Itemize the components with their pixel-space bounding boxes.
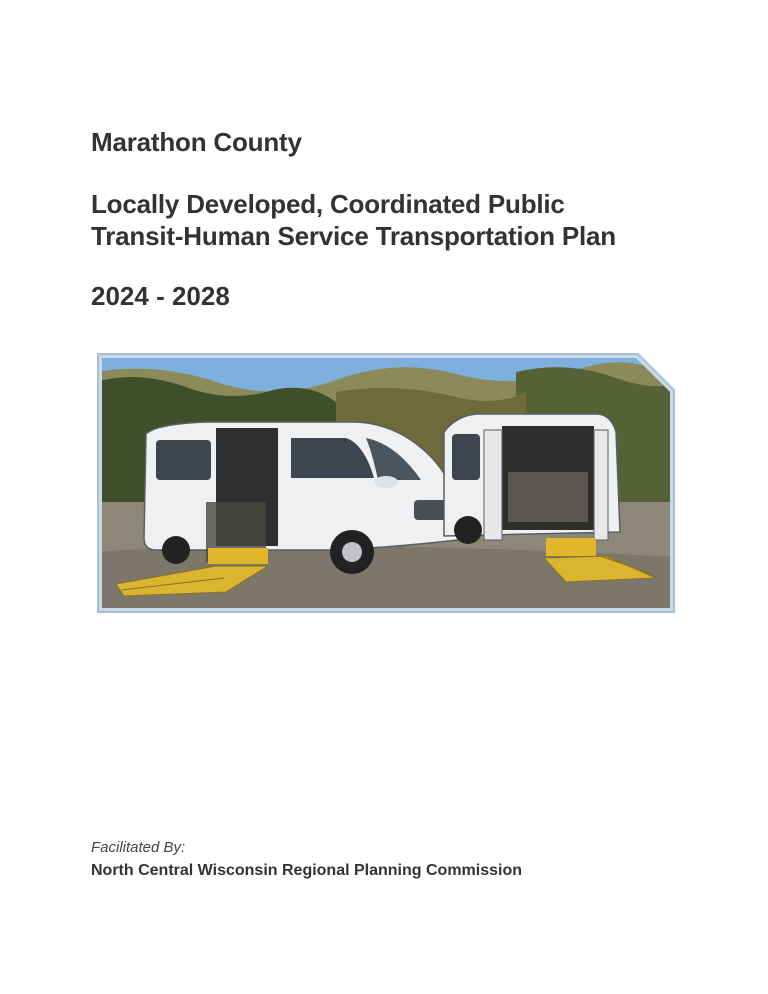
facilitating-organization: North Central Wisconsin Regional Planning Commission xyxy=(91,862,523,879)
facilitated-by-label: Facilitated By: xyxy=(91,839,186,856)
county-title: Marathon County xyxy=(91,127,302,157)
title-block xyxy=(91,126,616,312)
vans-illustration xyxy=(96,352,676,614)
plan-title xyxy=(91,188,616,252)
plan-years: 2024 - 2028 xyxy=(91,281,230,311)
plan-title-line-1: Locally Developed, Coordinated Public xyxy=(91,189,565,219)
credit-block xyxy=(91,838,522,882)
cover-photo xyxy=(96,352,676,614)
plan-title-line-2: Transit-Human Service Transportation Plan xyxy=(91,221,616,251)
